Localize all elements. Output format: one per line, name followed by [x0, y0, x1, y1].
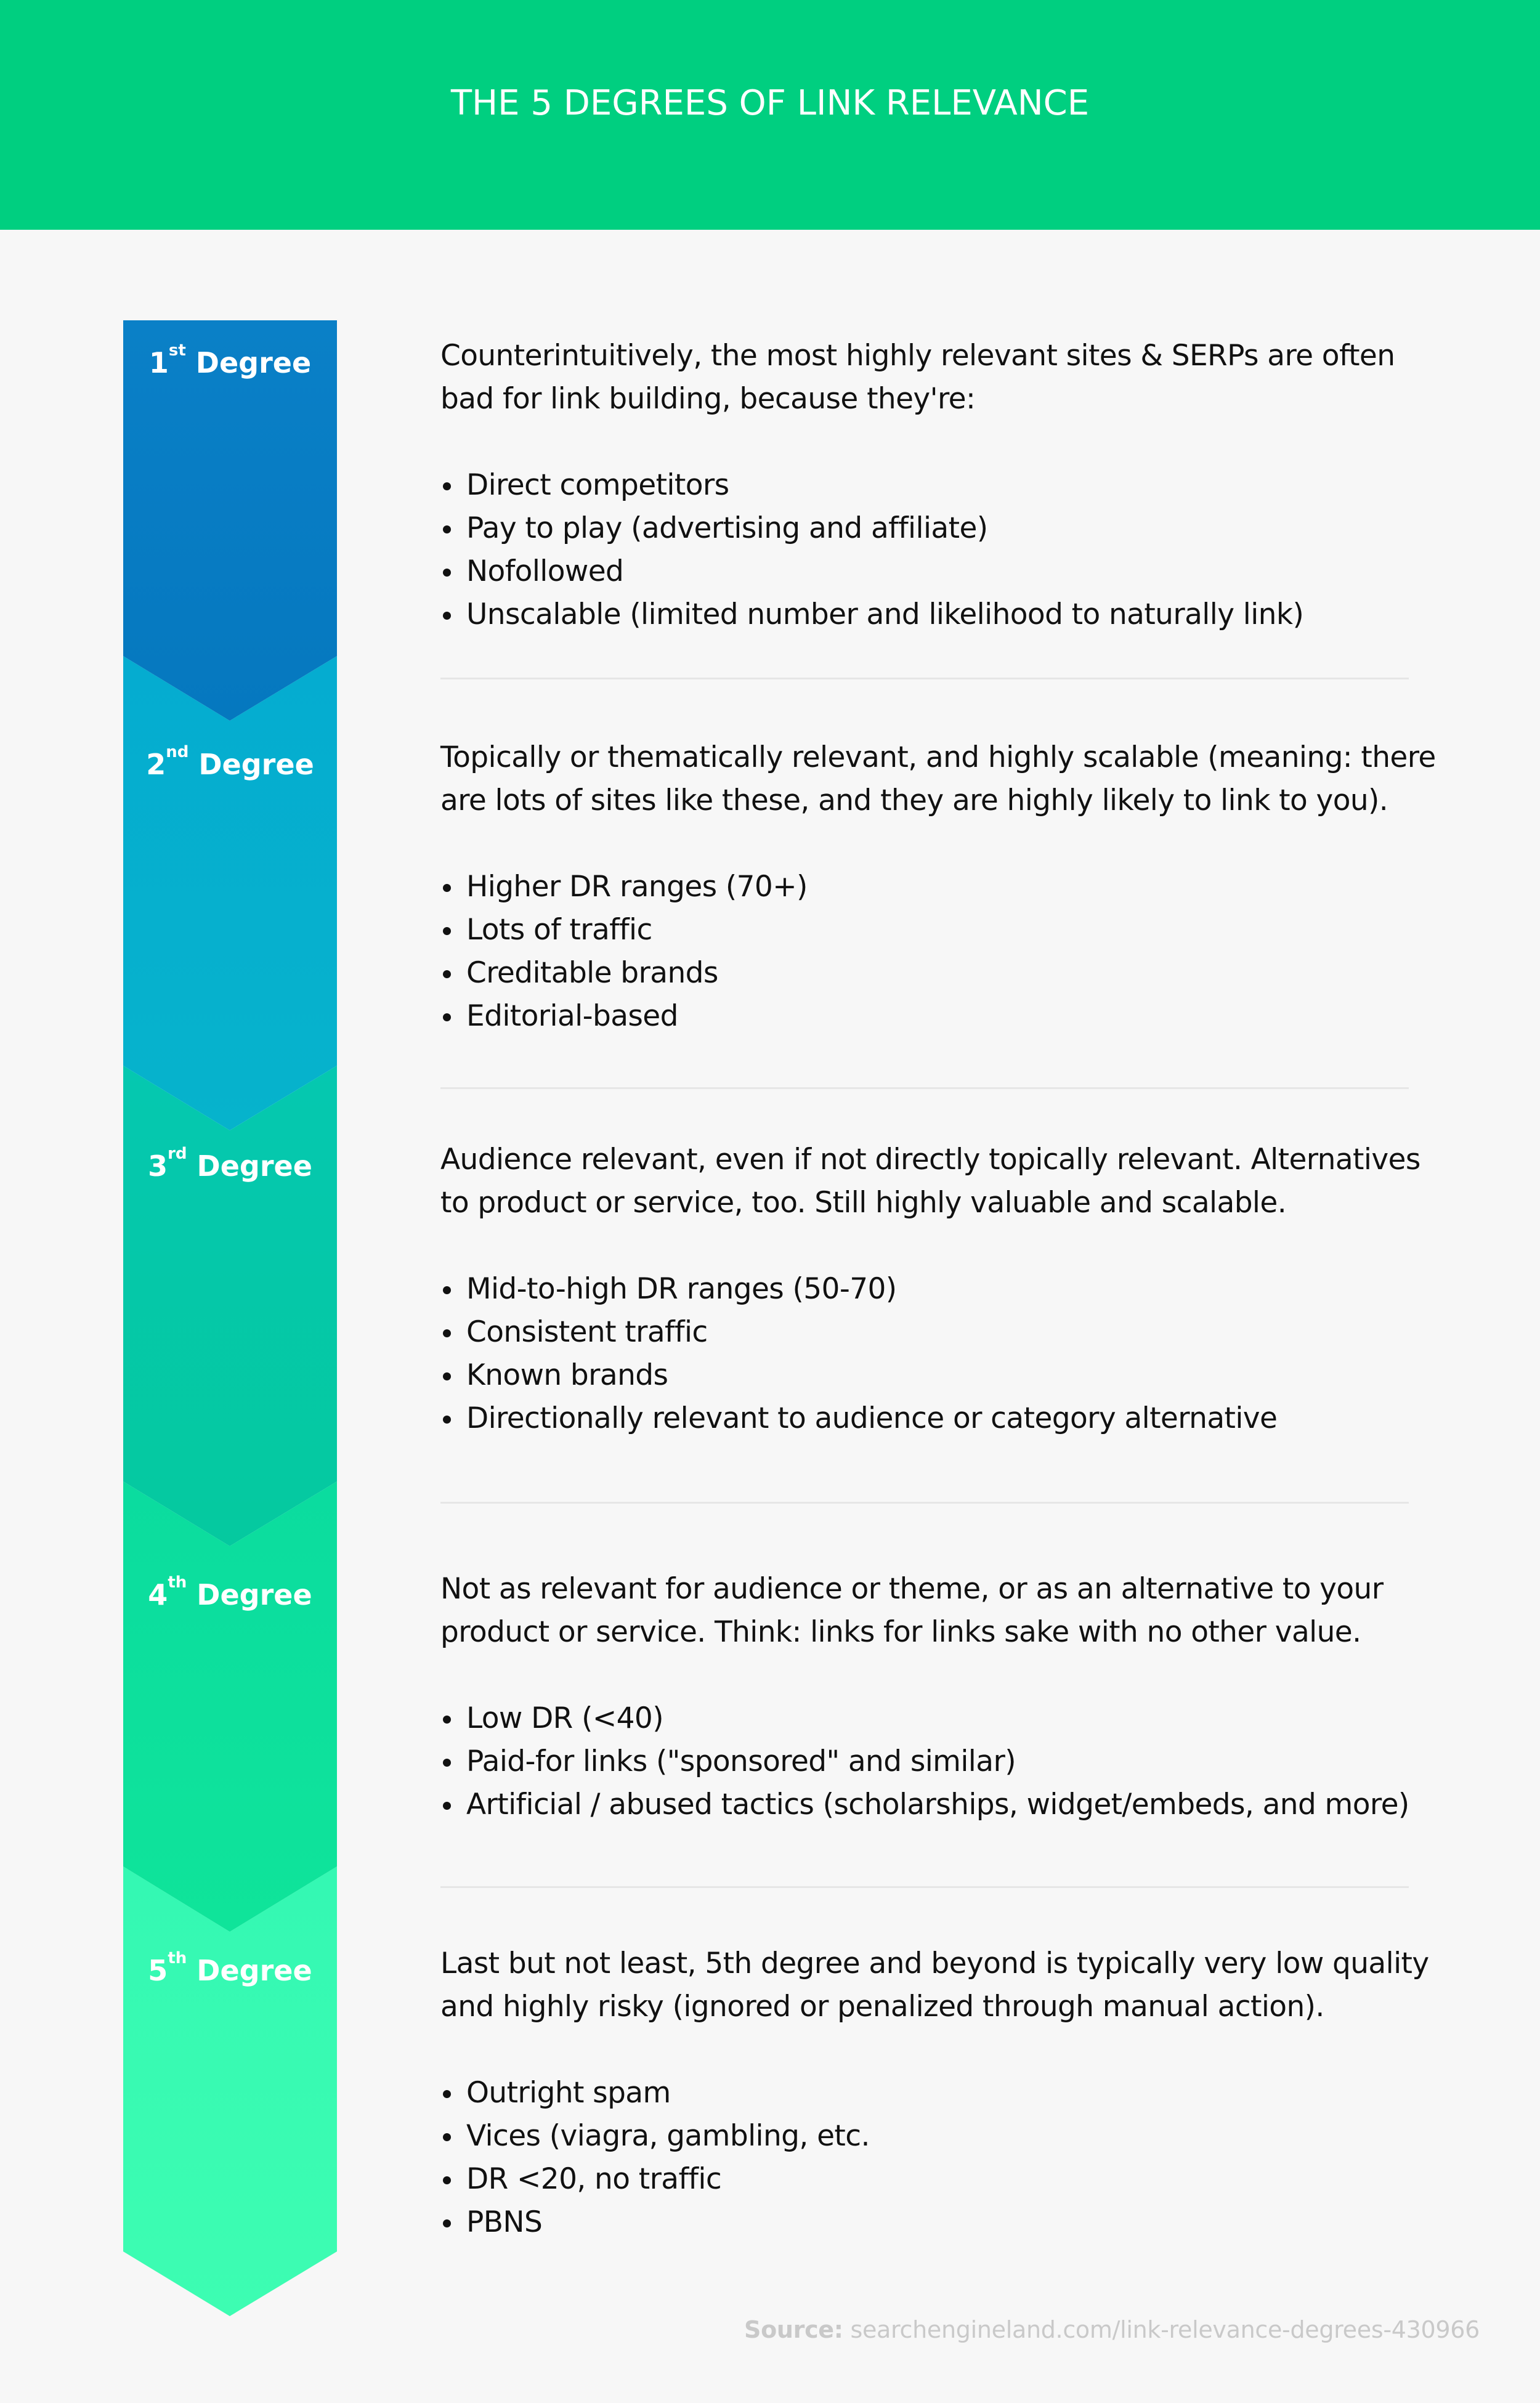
degree-5-section: [440, 1942, 1429, 2244]
source-credit: [744, 2316, 1480, 2343]
source-label: Source:: [744, 2316, 843, 2343]
degree-1-intro: Counterintuitively, the most highly relevant sites & SERPs are often bad for link building, because they're:: [440, 339, 1395, 416]
degree-4-label: 4th Degree: [148, 1573, 312, 1611]
list-item: Unscalable (limited number and likelihood to naturally link): [440, 593, 1408, 636]
degree-4-intro: Not as relevant for audience or theme, or as an alternative to your product or service. Think: links for links sake with no other value.: [440, 1572, 1384, 1649]
list-item: Direct competitors: [440, 464, 1408, 507]
source-url: searchengineland.com/link-relevance-degrees-430966: [850, 2316, 1480, 2343]
list-item: Pay to play (advertising and affiliate): [440, 507, 1408, 550]
degree-2-arrow: [123, 656, 337, 1130]
list-item: Consistent traffic: [440, 1311, 1408, 1354]
degree-3-label: 3rd Degree: [148, 1145, 312, 1183]
degree-5-bullets: [440, 2072, 1408, 2244]
degree-3-bullets: [440, 1268, 1408, 1440]
list-item: Outright spam: [440, 2072, 1408, 2115]
list-item: Low DR (<40): [440, 1697, 1408, 1740]
section-divider: [440, 1087, 1409, 1089]
list-item: PBNS: [440, 2201, 1408, 2244]
degree-1-bullets: [440, 464, 1408, 636]
degree-3-intro: Audience relevant, even if not directly topically relevant. Alternatives to product or service, too. Still highly valuable and scalable.: [440, 1143, 1420, 1220]
list-item: Artificial / abused tactics (scholarships, widget/embeds, and more): [440, 1783, 1408, 1826]
degree-4-section: [440, 1568, 1408, 1826]
degree-1-label: 1st Degree: [148, 341, 312, 379]
degree-5-intro: Last but not least, 5th degree and beyond is typically very low quality and highly risky (ignored or penalized through manual action).: [440, 1947, 1429, 2024]
degree-2-bullets: [440, 865, 1408, 1038]
list-item: Nofollowed: [440, 550, 1408, 593]
degree-5-label: 5th Degree: [148, 1949, 312, 1987]
degree-3-section: [440, 1138, 1420, 1440]
degree-2-intro: Topically or thematically relevant, and highly scalable (meaning: there are lots of sites like these, and they are highly likely to link to you).: [440, 740, 1436, 817]
degree-5-arrow: [123, 1866, 337, 2316]
degree-1-arrow: [123, 320, 337, 721]
list-item: Vices (viagra, gambling, etc.: [440, 2115, 1408, 2158]
list-item: Mid-to-high DR ranges (50-70): [440, 1268, 1408, 1311]
degree-2-label: 2nd Degree: [146, 743, 314, 781]
degree-3-arrow: [123, 1066, 337, 1546]
page-title: THE 5 DEGREES OF LINK RELEVANCE: [450, 83, 1090, 123]
degree-4-bullets: [440, 1697, 1408, 1826]
list-item: Higher DR ranges (70+): [440, 865, 1408, 909]
section-divider: [440, 1886, 1409, 1888]
list-item: Directionally relevant to audience or category alternative: [440, 1397, 1408, 1440]
list-item: Editorial-based: [440, 995, 1408, 1038]
degree-4-arrow: [123, 1481, 337, 1932]
list-item: Lots of traffic: [440, 909, 1408, 952]
section-divider: [440, 1502, 1409, 1504]
section-divider: [440, 678, 1409, 679]
list-item: Paid-for links ("sponsored" and similar): [440, 1740, 1408, 1783]
list-item: Creditable brands: [440, 952, 1408, 995]
degree-1-section: [440, 334, 1408, 636]
degree-2-section: [440, 736, 1436, 1038]
list-item: Known brands: [440, 1354, 1408, 1397]
list-item: DR <20, no traffic: [440, 2158, 1408, 2201]
